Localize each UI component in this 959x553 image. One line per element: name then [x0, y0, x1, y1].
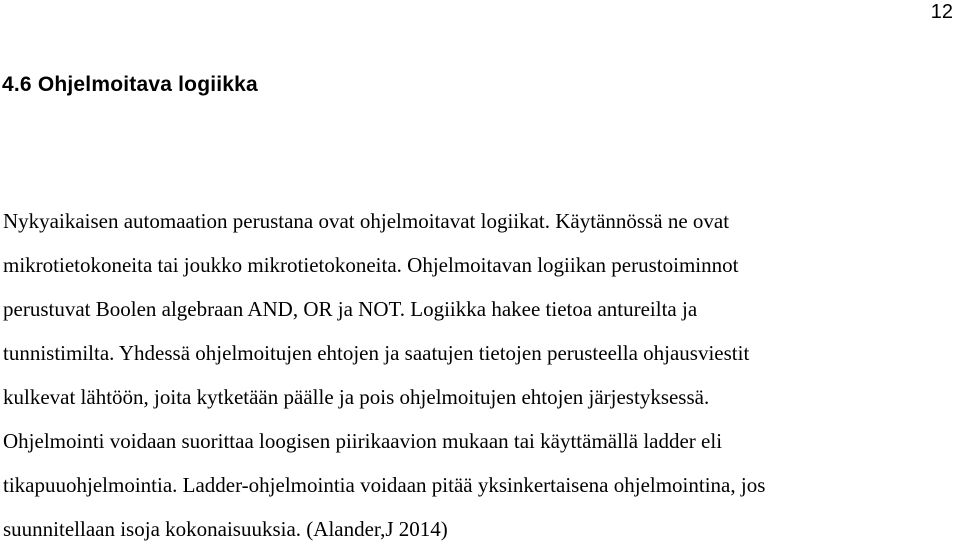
- paragraph-line: tikapuuohjelmointia. Ladder-ohjelmointia voidaan pitää yksinkertaisena ohjelmointina, jos: [3, 473, 766, 497]
- paragraph-line: Nykyaikaisen automaation perustana ovat ohjelmoitavat logiikat. Käytännössä ne ovat: [3, 209, 730, 233]
- paragraph-line: perustuvat Boolen algebraan AND, OR ja NOT. Logiikka hakee tietoa antureilta ja: [3, 297, 698, 321]
- page-number: 12: [930, 1, 953, 23]
- paragraph-line: suunnitellaan isoja kokonaisuuksia. (Alander,J 2014): [3, 517, 448, 541]
- paragraph-line: mikrotietokoneita tai joukko mikrotietokoneita. Ohjelmoitavan logiikan perustoiminnot: [3, 253, 739, 277]
- paragraph-line: Ohjelmointi voidaan suorittaa loogisen piirikaavion mukaan tai käyttämällä ladder eli: [3, 429, 723, 453]
- paragraph-line: tunnistimilta. Yhdessä ohjelmoitujen ehtojen ja saatujen tietojen perusteella ohjausviestit: [3, 341, 750, 365]
- section-heading: 4.6 Ohjelmoitava logiikka: [2, 73, 258, 96]
- paragraph-line: kulkevat lähtöön, joita kytketään päälle ja pois ohjelmoitujen ehtojen järjestyksessä.: [3, 385, 710, 409]
